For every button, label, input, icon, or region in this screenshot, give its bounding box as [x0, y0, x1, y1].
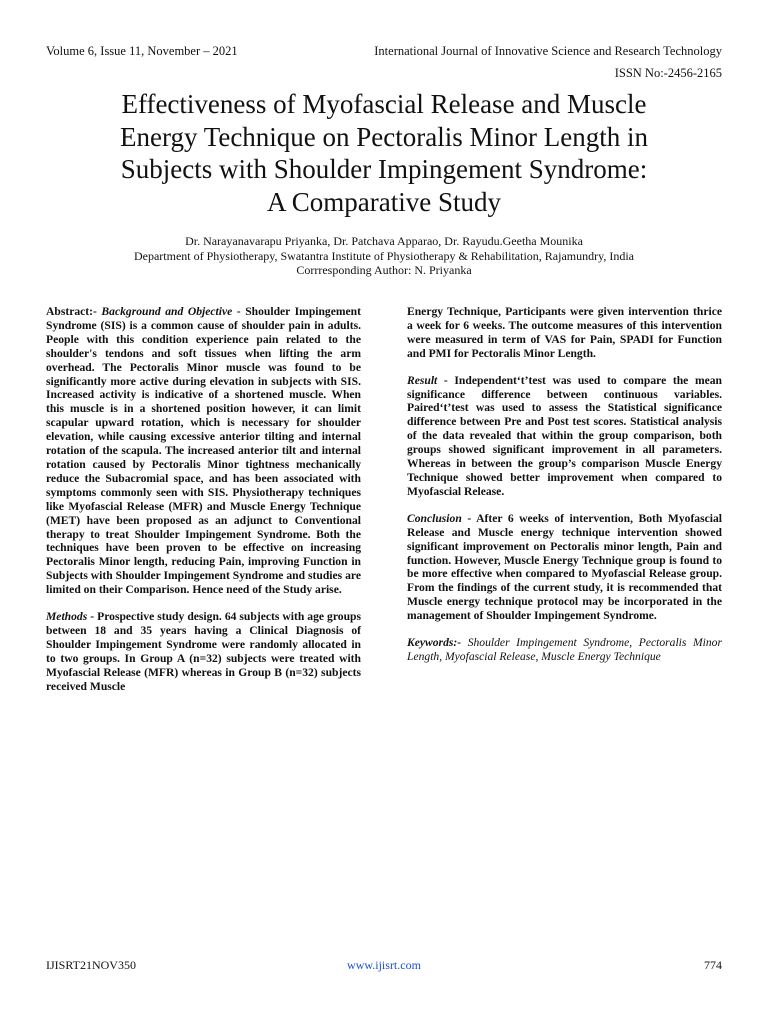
header-issn: ISSN No:-2456-2165: [614, 66, 722, 80]
conclusion-text: - After 6 weeks of intervention, Both Myofascial Release and Muscle energy technique intervention showed significant improvement on Pectoralis minor length, Pain and function. However, Muscle Energy Technique group is found to be more effective when compared to Myofascial Release group. From the findings of the current study, it is recommended that Muscle energy technique protocol may be incorporated in the management of Shoulder Impingement Syndrome.: [407, 511, 722, 623]
abstract-conclusion-paragraph: [407, 512, 722, 623]
header-journal: International Journal of Innovative Science and Research Technology: [374, 44, 722, 58]
abstract-methods-paragraph: [46, 610, 361, 693]
keywords-label: Keywords:-: [407, 636, 462, 650]
author-affiliation: Department of Physiotherapy, Swatantra Institute of Physiotherapy & Rehabilitation, Rajamundry, India: [133, 248, 634, 263]
abstract-result-paragraph: [407, 374, 722, 499]
footer-page-number: 774: [704, 958, 722, 972]
methods-text: - Prospective study design. 64 subjects with age groups between 18 and 35 years having a Clinical Diagnosis of Shoulder Impingement Syndrome were randomly allocated in to two groups. In Group A (n=32) subjects were treated with Myofascial Release (MFR) whereas in Group B (n=32) subjects received Muscle: [46, 610, 361, 693]
keywords-text: Shoulder Impingement Syndrome, Pectoralis Minor Length, Myofascial Release, Muscle Energy Technique: [407, 636, 722, 663]
footer-paper-code: IJISRT21NOV350: [46, 958, 136, 972]
methods-label: Methods: [46, 610, 88, 624]
title-line: Effectiveness of Myofascial Release and Muscle: [121, 89, 647, 119]
abstract-lead: Abstract:-: [46, 305, 97, 318]
abstract-column-right: [407, 305, 722, 677]
abstract-methods-continued: Energy Technique, Participants were given intervention thrice a week for 6 weeks. The outcome measures of this intervention were measured in term of VAS for Pain, SPADI for Function and PMI for Pectoralis Minor Length.: [407, 305, 722, 360]
objective-text: - Shoulder Impingement Syndrome (SIS) is a common cause of shoulder pain in adults. People with this condition experience pain related to the shoulder's tendons and soft tissues when lifting the arm overhead. The Pectoralis Minor muscle was found to be significantly more active during elevation in subjects with SIS. Increased activity is indicative of a shortened muscle. When this muscle is in a shortened position however, it can limit scapular upward rotation, which is necessary for shoulder elevation, while causing excessive anterior tilting and internal rotation of the scapula. The increased anterior tilt and internal rotation caused by Pectoralis Minor tightness mechanically reduce the Subacromial space, and has been associated with symptoms commonly seen with SIS. Physiotherapy techniques like Myofascial Release (MFR) and Muscle Energy Technique (MET) have been proposed as an adjunct to Conventional therapy to treat Shoulder Impingement Syndrome. Both the techniques have been proven to be effective on increasing Pectoralis Minor length, reducing Pain, improving Function in Subjects with Shoulder Impingement Syndrome and studies are limited on their Comparison. Hence need of the Study arise.: [46, 305, 361, 597]
paper-title: [40, 88, 728, 218]
keywords-paragraph: [407, 636, 722, 664]
author-block: [40, 234, 728, 278]
abstract-background-paragraph: [46, 305, 361, 597]
corresponding-author: Corrresponding Author: N. Priyanka: [296, 263, 472, 277]
objective-label: Background and Objective: [101, 305, 233, 318]
header-volume: Volume 6, Issue 11, November – 2021: [46, 44, 238, 58]
result-text: - Independent‘t’test was used to compare the mean significance difference between continuous variables. Paired‘t’test was used to assess the Statistical significance difference between Pre and Post test scores. Statistical analysis of the data revealed that within the group comparison, both groups showed significant improvement in all parameters. Whereas in between the group’s comparison Muscle Energy Technique showed better improvement when compared to Myofascial Release.: [407, 373, 722, 498]
title-line: Energy Technique on Pectoralis Minor Length in: [119, 121, 648, 152]
conclusion-label: Conclusion: [407, 511, 462, 525]
footer-center: [0, 958, 768, 973]
footer-url-link[interactable]: www.ijisrt.com: [347, 958, 421, 972]
abstract-column-left: [46, 305, 361, 706]
title-line: A Comparative Study: [267, 186, 501, 217]
author-names: Dr. Narayanavarapu Priyanka, Dr. Patchava Apparao, Dr. Rayudu.Geetha Mounika: [185, 234, 583, 248]
title-line: Subjects with Shoulder Impingement Syndrome:: [120, 154, 648, 184]
result-label: Result: [407, 373, 438, 387]
